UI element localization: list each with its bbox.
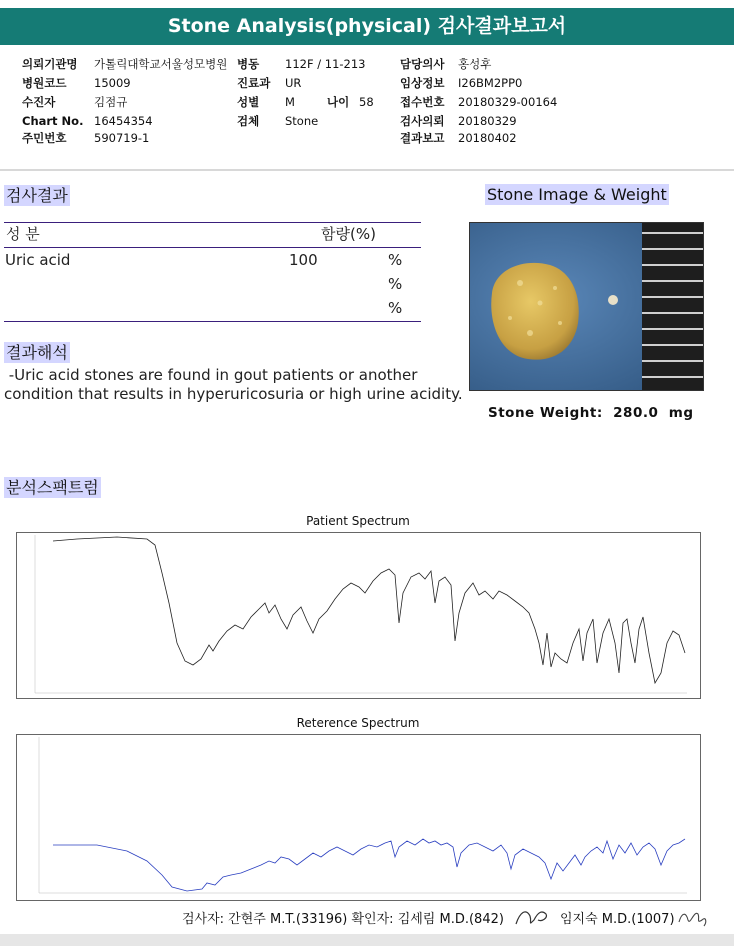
signature-mark-1-graphic xyxy=(512,902,552,930)
signature-mark-2-graphic xyxy=(676,904,710,930)
patient-spectrum-caption: Patient Spectrum xyxy=(306,514,410,528)
header-field-department: 진료과 UR xyxy=(237,76,302,90)
footer-signatures: 검사자: 간현주 M.T.(33196) 확인자: 김세림 M.D.(842) xyxy=(182,912,504,927)
header-field-clinical-info: 임상정보 I26BM2PP0 xyxy=(400,76,523,90)
header-field-accession-no: 접수번호 20180329-00164 xyxy=(400,95,558,109)
result-row-1-value: 100 xyxy=(289,251,318,269)
signature-mark-2 xyxy=(676,904,710,930)
bottom-bar xyxy=(0,934,734,946)
header-field-specimen: 검체 Stone xyxy=(237,114,319,128)
header-field-hospital-code: 병원코드 15009 xyxy=(22,76,131,90)
result-row-3-unit: % xyxy=(388,299,403,317)
patient-spectrum-graphic xyxy=(17,533,700,698)
stone-photo xyxy=(469,222,704,391)
spectrum-section-title: 분석스팩트럼 xyxy=(6,478,99,497)
header-field-patient: 수진자 김점규 xyxy=(22,95,128,109)
header-left-column xyxy=(22,56,227,146)
interpretation-line-1: -Uric acid stones are found in gout patients or another xyxy=(4,366,418,384)
footer-signature-2: 임지숙 M.D.(1007) xyxy=(560,912,675,927)
header-field-report-date: 결과보고 20180402 xyxy=(400,131,517,145)
result-row-1-unit: % xyxy=(388,251,403,269)
interpretation-section-title: 결과해석 xyxy=(6,343,68,362)
header-field-sex: 성별 M 나이 58 xyxy=(237,95,374,109)
signature-mark-1 xyxy=(512,902,552,930)
results-section-title: 검사결과 xyxy=(6,186,68,205)
stone-section-title: Stone Image & Weight xyxy=(487,185,667,204)
header-field-institution: 의뢰기관명 가톨릭대학교서울성모병원 xyxy=(22,57,228,71)
header-field-ward: 병동 112F / 11-213 xyxy=(237,57,366,71)
results-col-content: 함량(%) xyxy=(321,225,376,243)
header-field-request-date: 검사의뢰 20180329 xyxy=(400,114,517,128)
header-field-doctor: 담당의사 홍성후 xyxy=(400,57,492,71)
reference-spectrum-graphic xyxy=(17,735,700,900)
result-row-1-component: Uric acid xyxy=(5,251,71,269)
header-right-column xyxy=(400,56,557,146)
report-header xyxy=(0,50,734,170)
result-row-2-unit: % xyxy=(388,275,403,293)
header-field-chart-no: Chart No. 16454354 xyxy=(22,114,153,128)
reference-spectrum-plot xyxy=(16,734,701,901)
header-field-resident-no: 주민번호 590719-1 xyxy=(22,131,150,145)
header-middle-column xyxy=(237,56,374,129)
results-header-rule xyxy=(4,247,421,248)
stone-weight: Stone Weight: 280.0 mg xyxy=(488,405,694,421)
report-title: Stone Analysis(physical) 검사결과보고서 xyxy=(0,8,734,45)
results-top-rule xyxy=(4,222,421,223)
patient-spectrum-plot xyxy=(16,532,701,699)
header-divider xyxy=(0,169,734,171)
results-bottom-rule xyxy=(4,321,421,322)
interpretation-line-2: condition that results in hyperuricosuria or high urine acidity. xyxy=(4,385,463,403)
reference-spectrum-caption: Reterence Spectrum xyxy=(296,716,420,730)
results-col-component: 성 분 xyxy=(6,225,40,243)
stone-photo-graphic xyxy=(470,223,703,390)
